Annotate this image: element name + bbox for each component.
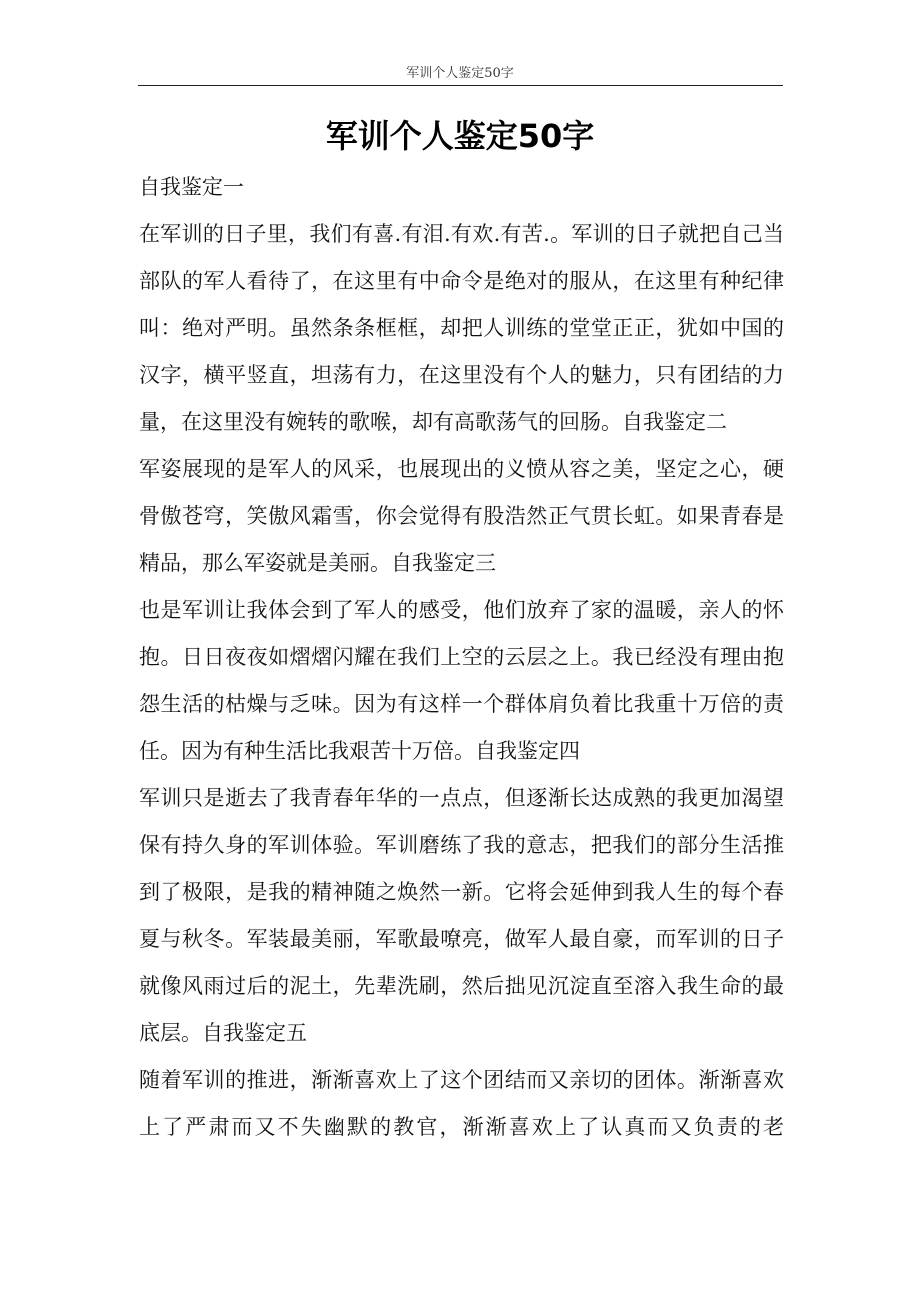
body-line: 保有持久身的军训体验。军训磨练了我的意志，把我们的部分生活推: [139, 833, 784, 857]
header-divider: [138, 85, 783, 86]
body-line: 部队的军人看待了，在这里有中命令是绝对的服从，在这里有种纪律: [139, 269, 784, 293]
running-header: 军训个人鉴定50字: [406, 66, 514, 81]
body-line: 军姿展现的是军人的风采，也展现出的义愤从容之美，坚定之心，硬: [139, 457, 784, 481]
body-line: 也是军训让我体会到了军人的感受，他们放弃了家的温暖，亲人的怀: [139, 598, 784, 622]
document-body: [139, 164, 784, 1151]
body-line: 上了严肃而又不失幽默的教官，渐渐喜欢上了认真而又负责的老: [139, 1115, 784, 1139]
body-line: 任。因为有种生活比我艰苦十万倍。自我鉴定四: [139, 739, 580, 763]
body-line: 就像风雨过后的泥土，先辈洗刷，然后拙见沉淀直至溶入我生命的最: [139, 974, 784, 998]
body-line: 骨傲苍穹，笑傲风霜雪，你会觉得有股浩然正气贯长虹。如果青春是: [139, 504, 784, 528]
body-line: 精品，那么军姿就是美丽。自我鉴定三: [139, 551, 496, 575]
body-line: 夏与秋冬。军装最美丽，军歌最嘹亮，做军人最自豪，而军训的日子: [139, 927, 784, 951]
body-line: 在军训的日子里，我们有喜.有泪.有欢.有苦.。军训的日子就把自己当: [139, 222, 784, 246]
body-line: 量，在这里没有婉转的歌喉，却有高歌荡气的回肠。自我鉴定二: [139, 410, 727, 434]
body-line: 随着军训的推进，渐渐喜欢上了这个团结而又亲切的团体。渐渐喜欢: [139, 1068, 784, 1092]
document-title: 军训个人鉴定50字: [325, 117, 595, 155]
body-line: 抱。日日夜夜如熠熠闪耀在我们上空的云层之上。我已经没有理由抱: [139, 645, 784, 669]
body-line: 叫：绝对严明。虽然条条框框，却把人训练的堂堂正正，犹如中国的: [139, 316, 784, 340]
body-line: 到了极限，是我的精神随之焕然一新。它将会延伸到我人生的每个春: [139, 880, 784, 904]
section-heading: 自我鉴定一: [139, 175, 244, 199]
body-line: 汉字，横平竖直，坦荡有力，在这里没有个人的魅力，只有团结的力: [139, 363, 784, 387]
body-line: 底层。自我鉴定五: [139, 1021, 307, 1045]
body-line: 军训只是逝去了我青春年华的一点点，但逐渐长达成熟的我更加渴望: [139, 786, 784, 810]
body-line: 怨生活的枯燥与乏味。因为有这样一个群体肩负着比我重十万倍的责: [139, 692, 784, 716]
